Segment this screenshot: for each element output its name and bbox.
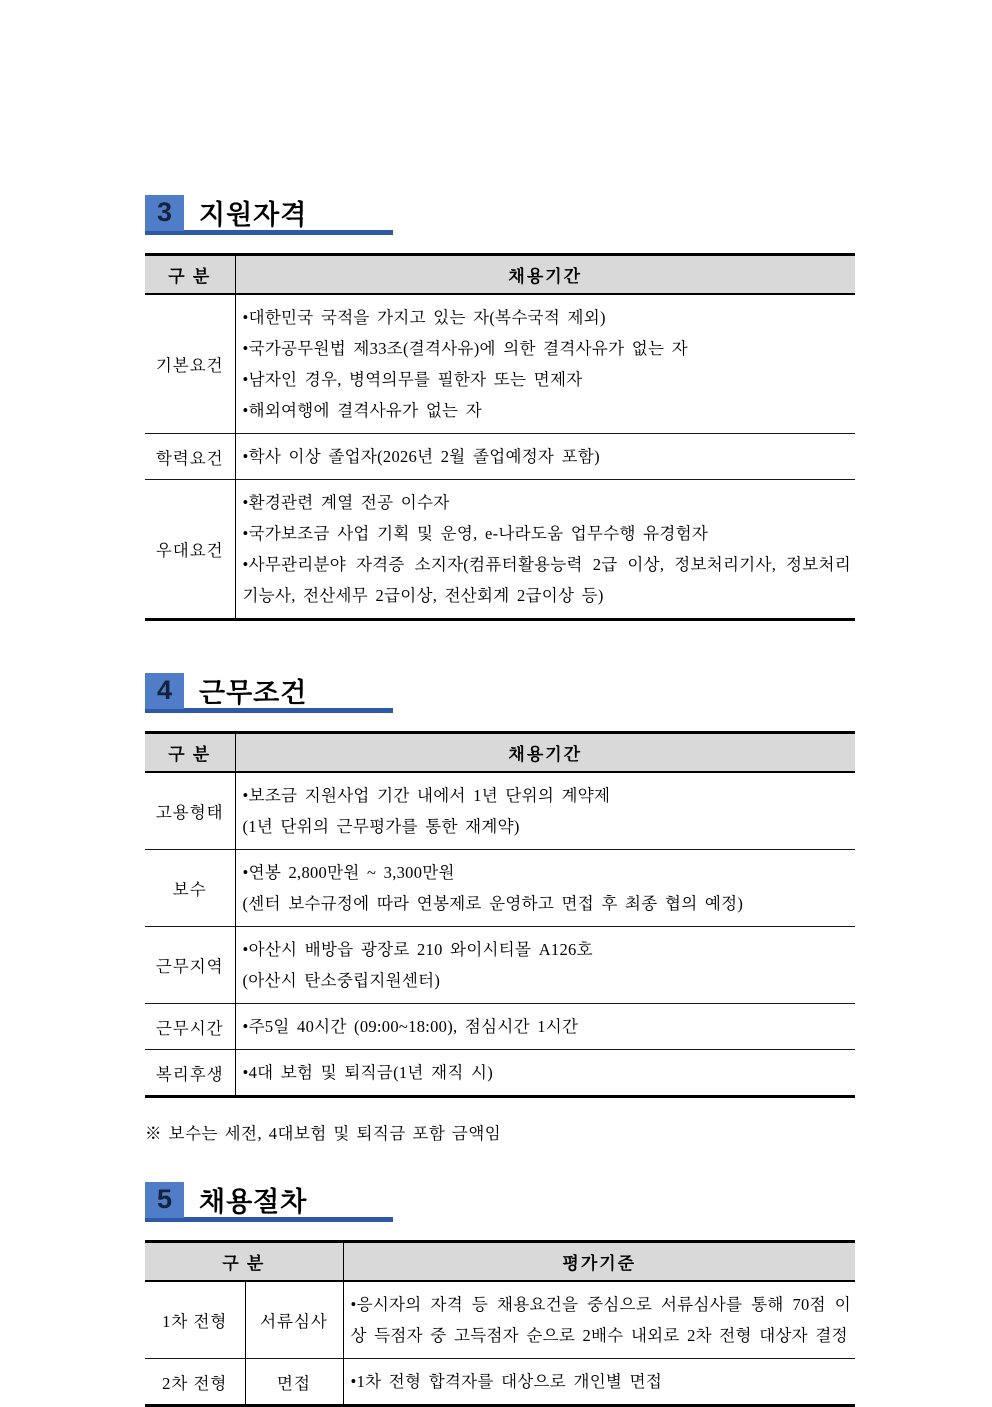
row-content bbox=[235, 1004, 855, 1050]
section-number-badge: 5 bbox=[145, 1182, 184, 1218]
table-header-row bbox=[145, 733, 855, 773]
row-label: 학력요건 bbox=[145, 434, 235, 480]
row-label: 근무지역 bbox=[145, 927, 235, 1004]
section-title: 채용절차 bbox=[199, 1187, 308, 1217]
bullet-line: •해외여행에 결격사유가 없는 자 bbox=[242, 401, 482, 420]
row-content bbox=[235, 927, 855, 1004]
column-header-category: 구 분 bbox=[145, 1242, 343, 1282]
table-row-salary bbox=[145, 850, 855, 927]
row-label: 근무시간 bbox=[145, 1004, 235, 1050]
bullet-line: •국가공무원법 제33조(결격사유)에 의한 결격사유가 없는 자 bbox=[242, 339, 688, 358]
table-row-benefits bbox=[145, 1050, 855, 1097]
bullet-line: •학사 이상 졸업자(2026년 2월 졸업예정자 포함) bbox=[242, 447, 600, 466]
working-conditions-table bbox=[145, 731, 855, 1098]
continuation-line: (센터 보수규정에 따라 연봉제로 운영하고 면접 후 최종 협의 예정) bbox=[242, 894, 744, 913]
table-row-second-stage bbox=[145, 1359, 855, 1406]
section-title: 지원자격 bbox=[199, 200, 308, 230]
section-number-badge: 3 bbox=[145, 195, 184, 231]
bullet-line: •국가보조금 사업 기획 및 운영, e-나라도움 업무수행 유경험자 bbox=[242, 524, 709, 543]
qualifications-table bbox=[145, 253, 855, 621]
recruitment-process-table bbox=[145, 1240, 855, 1407]
row-content bbox=[343, 1359, 855, 1406]
bullet-line: •4대 보험 및 퇴직금(1년 재직 시) bbox=[242, 1063, 494, 1082]
row-content bbox=[235, 294, 855, 434]
column-header-category: 구 분 bbox=[145, 733, 235, 773]
bullet-line: •사무관리분야 자격증 소지자(컴퓨터활용능력 2급 이상, 정보처리기사, 정보처리기능사, 전산세무 2급이상, 전산회계 2급이상 등) bbox=[242, 555, 851, 605]
table-row-work-location bbox=[145, 927, 855, 1004]
method-label: 면접 bbox=[245, 1359, 343, 1406]
bullet-line: •주5일 40시간 (09:00~18:00), 점심시간 1시간 bbox=[242, 1017, 579, 1036]
row-label: 기본요건 bbox=[145, 294, 235, 434]
row-label: 우대요건 bbox=[145, 480, 235, 620]
row-content bbox=[343, 1281, 855, 1359]
section-heading-working-conditions bbox=[145, 671, 855, 713]
row-content bbox=[235, 850, 855, 927]
column-header-value: 채용기간 bbox=[235, 255, 855, 295]
continuation-line: (아산시 탄소중립지원센터) bbox=[242, 971, 441, 990]
table-row-first-stage bbox=[145, 1281, 855, 1359]
table-row-basic-requirements bbox=[145, 294, 855, 434]
bullet-line: •남자인 경우, 병역의무를 필한자 또는 면제자 bbox=[242, 370, 583, 389]
row-label: 보수 bbox=[145, 850, 235, 927]
salary-footnote: ※ 보수는 세전, 4대보험 및 퇴직금 포함 금액임 bbox=[145, 1124, 502, 1143]
section-heading-qualifications bbox=[145, 193, 855, 235]
heading-underline bbox=[145, 708, 393, 713]
column-header-criteria: 평가기준 bbox=[343, 1242, 855, 1282]
section-number-badge: 4 bbox=[145, 673, 184, 709]
bullet-line: •응시자의 자격 등 채용요건을 중심으로 서류심사를 통해 70점 이상 득점자 중 고득점자 순으로 2배수 내외로 2차 전형 대상자 결정 bbox=[350, 1295, 851, 1345]
bullet-line: •환경관련 계열 전공 이수자 bbox=[242, 493, 450, 512]
row-label: 복리후생 bbox=[145, 1050, 235, 1097]
row-content bbox=[235, 1050, 855, 1097]
bullet-line: •대한민국 국적을 가지고 있는 자(복수국적 제외) bbox=[242, 308, 606, 327]
section-title: 근무조건 bbox=[199, 678, 308, 708]
column-header-value: 채용기간 bbox=[235, 733, 855, 773]
table-header-row bbox=[145, 255, 855, 295]
bullet-line: •아산시 배방읍 광장로 210 와이시티몰 A126호 bbox=[242, 940, 593, 959]
row-content bbox=[235, 480, 855, 620]
bullet-line: •연봉 2,800만원 ~ 3,300만원 bbox=[242, 863, 455, 882]
column-header-category: 구 분 bbox=[145, 255, 235, 295]
bullet-line: •1차 전형 합격자를 대상으로 개인별 면접 bbox=[350, 1372, 663, 1391]
row-content bbox=[235, 772, 855, 850]
row-content bbox=[235, 434, 855, 480]
table-header-row bbox=[145, 1242, 855, 1282]
continuation-line: (1년 단위의 근무평가를 통한 재계약) bbox=[242, 817, 520, 836]
table-row-employment-type bbox=[145, 772, 855, 850]
heading-underline bbox=[145, 1217, 393, 1222]
table-row-preferred-requirements bbox=[145, 480, 855, 620]
stage-label: 2차 전형 bbox=[145, 1359, 245, 1406]
document-page bbox=[145, 193, 855, 1407]
bullet-line: •보조금 지원사업 기간 내에서 1년 단위의 계약제 bbox=[242, 786, 611, 805]
method-label: 서류심사 bbox=[245, 1281, 343, 1359]
section-gap bbox=[145, 1144, 855, 1180]
table-row-work-hours bbox=[145, 1004, 855, 1050]
section-gap bbox=[145, 621, 855, 671]
stage-label: 1차 전형 bbox=[145, 1281, 245, 1359]
row-label: 고용형태 bbox=[145, 772, 235, 850]
heading-underline bbox=[145, 230, 393, 235]
table-row-education-requirements bbox=[145, 434, 855, 480]
section-heading-recruitment-process bbox=[145, 1180, 855, 1222]
